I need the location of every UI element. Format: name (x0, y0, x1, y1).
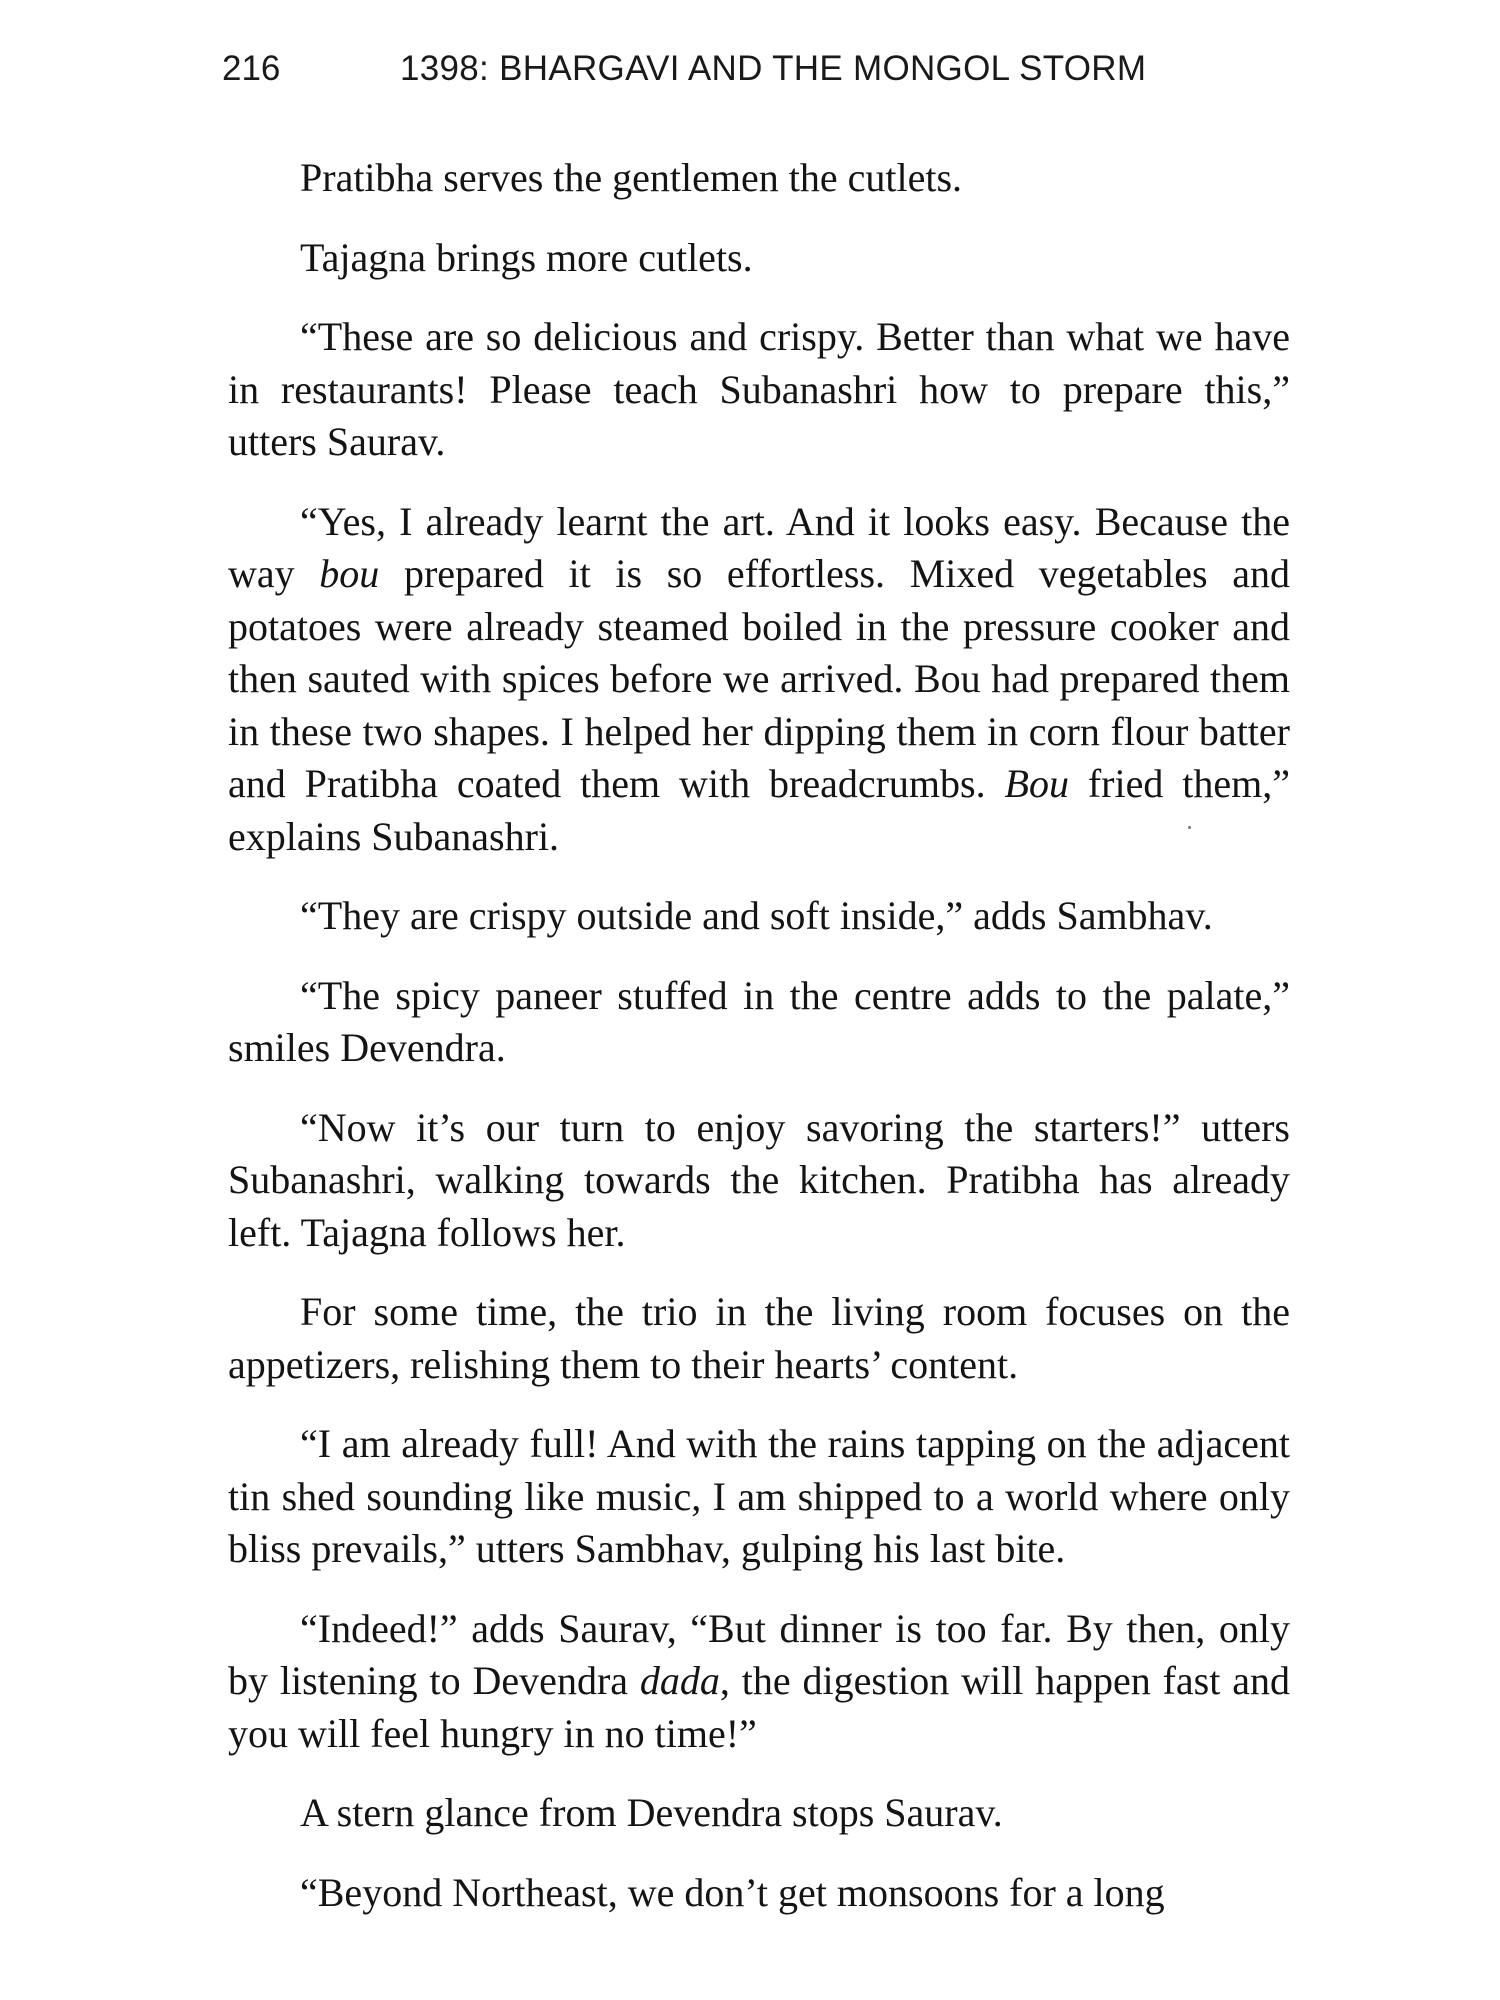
text-run: “Yes, I already learnt the art. And it looks easy. Because the way (228, 498, 1290, 596)
text-run: fried them,” explains Subanashri. (228, 761, 1290, 859)
paragraph (228, 1787, 1290, 1840)
text-run: A stern glance from Devendra stops Saurav. (300, 1790, 1003, 1835)
text-run: prepared it is so effortless. Mixed vegetables and potatoes were already steamed boiled in the pressure cooker and then sauted with spices before we arrived. Bou had prepared them in these two shapes. I helped her dipping them in corn flour batter and Pratibha coated them with breadcrumbs. (228, 551, 1290, 806)
paragraph (228, 232, 1290, 285)
paragraph (228, 1603, 1290, 1761)
italic-text: bou (319, 551, 380, 596)
text-run: “Now it’s our turn to enjoy savoring the starters!” utters Subanashri, walking towards the kitchen. Pratibha has already left. Tajagna follows her. (228, 1104, 1290, 1255)
print-speck (1188, 826, 1191, 829)
italic-text: dada (639, 1658, 720, 1703)
page-number: 216 (222, 49, 281, 88)
paragraph (228, 1102, 1290, 1260)
text-run: “Indeed!” adds Saurav, “But dinner is too far. By then, only by listening to Devendra (228, 1605, 1290, 1703)
paragraph (228, 890, 1290, 943)
text-run: “They are crispy outside and soft inside,” adds Sambhav. (300, 893, 1213, 938)
text-run: , the digestion will happen fast and you will feel hungry in no time!” (228, 1658, 1290, 1756)
text-run: For some time, the trio in the living room focuses on the appetizers, relishing them to their hearts’ content. (228, 1289, 1290, 1387)
italic-text: Bou (1004, 761, 1069, 806)
paragraph (228, 496, 1290, 864)
text-run: Pratibha serves the gentlemen the cutlets. (300, 155, 963, 200)
text-run: Tajagna brings more cutlets. (300, 234, 753, 280)
text-run: “The spicy paneer stuffed in the centre adds to the palate,” smiles Devendra. (228, 972, 1290, 1070)
body-text (228, 152, 1290, 1946)
paragraph (228, 1418, 1290, 1576)
text-run: “Beyond Northeast, we don’t get monsoons for a long (300, 1869, 1165, 1915)
paragraph (228, 970, 1290, 1075)
paragraph (228, 1867, 1290, 1920)
paragraph (228, 1286, 1290, 1391)
paragraph (228, 152, 1290, 205)
text-run: “These are so delicious and crispy. Better than what we have in restaurants! Please teach Subanashri how to prepare this,” utters Saurav. (228, 314, 1290, 464)
running-header (222, 44, 1282, 94)
running-title: 1398: BHARGAVI AND THE MONGOL STORM (400, 49, 1147, 88)
text-run: “I am already full! And with the rains tapping on the adjacent tin shed sounding like music, I am shipped to a world where only bliss prevails,” utters Sambhav, gulping his last bite. (228, 1421, 1290, 1571)
paragraph (228, 311, 1290, 469)
